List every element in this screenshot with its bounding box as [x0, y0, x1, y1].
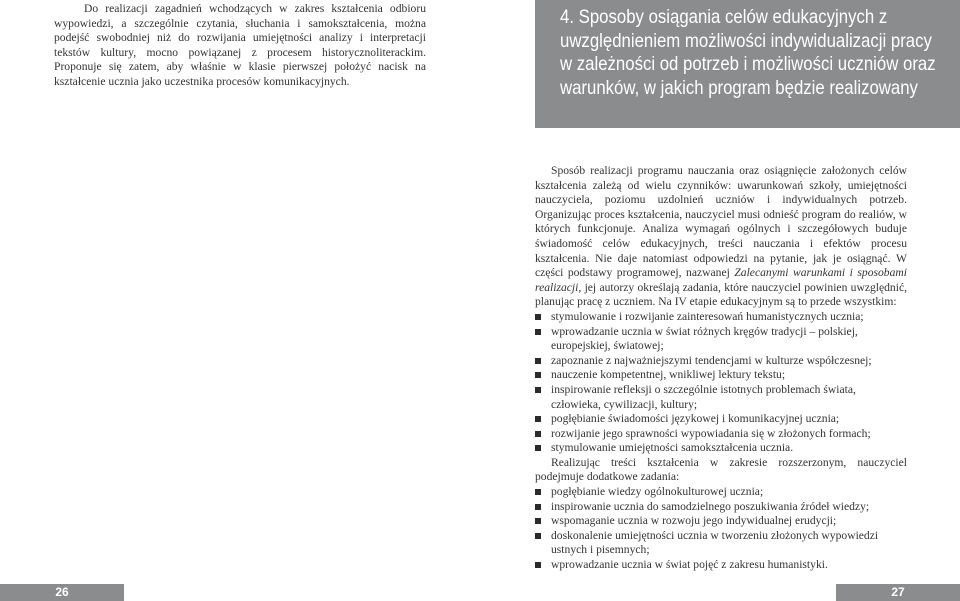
square-bullet-icon	[535, 372, 541, 378]
square-bullet-icon	[535, 329, 541, 335]
left-page-footer	[0, 584, 124, 601]
intro-text-1: Sposób realizacji programu nauczania oraz osiągnięcie założonych celów kształcenia zależą od wielu czynników: uwarunkowań szkoły, umiejętności nauczyciela, poziomu uzdolnień uczniów i indywidualnych potrzeb. Organizując proces kształcenia, nauczyciel musi odnieść program do realiów, w których funkcjonuje. Analiza wymagań ogólnych i szczegółowych buduje świadomość celów edukacyjnych, treści nauczania i efektów procesu kształcenia. Nie daje natomiast odpowiedzi na pytanie, jak je osiągnąć. W części podstawy programowej, nazwanej	[535, 164, 907, 280]
list-item: stymulowanie umiejętności samokształcenia ucznia.	[535, 441, 907, 456]
page-number-right: 27	[891, 585, 905, 599]
square-bullet-icon	[535, 431, 541, 437]
square-bullet-icon	[535, 562, 541, 568]
section-heading: 4. Sposoby osiągania celów edukacyjnych z uwzględnieniem możliwości indywidualizacji pracy w zależności od potrzeb i możliwości uczniów oraz warunków, w jakich program będzie realizowany	[560, 6, 936, 99]
list-item: rozwijanie jego sprawności wypowiadania się w złożonych formach;	[535, 427, 907, 442]
left-page-text	[54, 2, 426, 90]
square-bullet-icon	[535, 489, 541, 495]
extended-scope-paragraph: Realizując treści kształcenia w zakresie rozszerzonym, nauczyciel podejmuje dodatkowe zadania:	[535, 455, 907, 484]
list-item: wprowadzanie ucznia w świat pojęć z zakresu humanistyki.	[535, 558, 907, 573]
right-page-text	[535, 164, 907, 573]
list-item: wprowadzanie ucznia w świat różnych kręgów tradycji – polskiej, europejskiej, światowej;	[535, 325, 907, 354]
list-item: doskonalenie umiejętności ucznia w tworzeniu złożonych wypowiedzi ustnych i pisemnych;	[535, 529, 907, 558]
square-bullet-icon	[535, 416, 541, 422]
tasks-list-extended	[535, 485, 907, 573]
square-bullet-icon	[535, 518, 541, 524]
square-bullet-icon	[535, 314, 541, 320]
intro-text-2: , jej autorzy określają zadania, które nauczyciel powinien uwzględnić, planując pracę z uczniem. Na IV etapie edukacyjnym są to przede wszystkim:	[535, 280, 907, 309]
square-bullet-icon	[535, 533, 541, 539]
list-item: pogłębianie wiedzy ogólnokulturowej ucznia;	[535, 485, 907, 500]
tasks-list-basic	[535, 310, 907, 456]
intro-italic-title: Zalecanymi warunkami i sposobami realizacji	[535, 266, 907, 294]
intro-paragraph	[535, 164, 907, 310]
list-item: zapoznanie z najważniejszymi tendencjami w kulturze współczesnej;	[535, 354, 907, 369]
list-item: inspirowanie refleksji o szczególnie istotnych problemach świata, człowieka, cywilizacji, kultury;	[535, 383, 907, 412]
square-bullet-icon	[535, 387, 541, 393]
right-page-footer	[836, 584, 960, 601]
list-item: inspirowanie ucznia do samodzielnego poszukiwania źródeł wiedzy;	[535, 500, 907, 515]
list-item: nauczenie kompetentnej, wnikliwej lektury tekstu;	[535, 368, 907, 383]
square-bullet-icon	[535, 504, 541, 510]
square-bullet-icon	[535, 358, 541, 364]
list-item: pogłębianie świadomości językowej i komunikacyjnej ucznia;	[535, 412, 907, 427]
square-bullet-icon	[535, 445, 541, 451]
page-number-left: 26	[55, 585, 69, 599]
list-item: wspomaganie ucznia w rozwoju jego indywidualnej erudycji;	[535, 514, 907, 529]
list-item: stymulowanie i rozwijanie zainteresowań humanistycznych ucznia;	[535, 310, 907, 325]
left-paragraph: Do realizacji zagadnień wchodzących w zakres kształcenia odbioru wypowiedzi, a szczególnie czytania, słuchania i samokształcenia, można podejść swobodniej niż do rozwijania umiejętności analizy i interpretacji tekstów kultury, mocno powiązanej z procesem historycznoliterackim. Proponuje się zatem, aby właśnie w klasie pierwszej położyć nacisk na kształcenie ucznia jako uczestnika procesów komunikacyjnych.	[54, 2, 426, 88]
